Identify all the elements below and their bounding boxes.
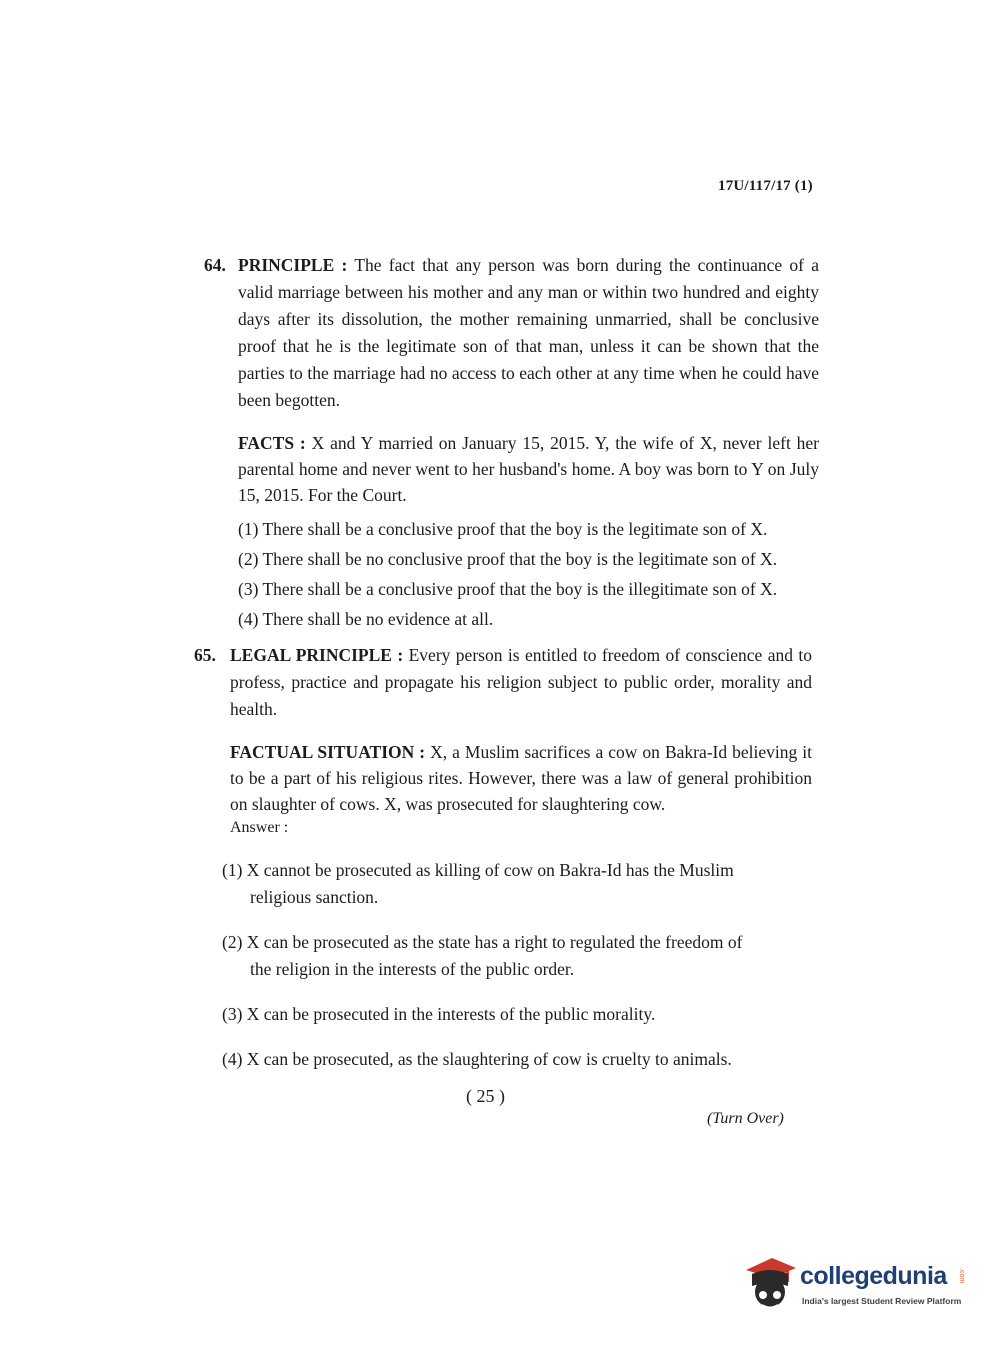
principle-paragraph [238, 252, 819, 414]
option-3 [222, 1001, 812, 1028]
legal-principle-label: LEGAL PRINCIPLE : [230, 645, 404, 665]
facts-paragraph [238, 430, 819, 508]
option-line: (3) X can be prosecuted in the interests of the public morality. [222, 1004, 656, 1024]
option-line: (4) X can be prosecuted, as the slaughtering of cow is cruelty to animals. [222, 1049, 732, 1069]
option-1 [222, 857, 812, 911]
facts-label: FACTS : [238, 433, 306, 453]
principle-text: The fact that any person was born during the continuance of a valid marriage between his mother and any man or within two hundred and eighty days after its dissolution, the mother remaining unmarried, shall be conclusive proof that he is the legitimate son of that man, unless it can be shown that the parties to the marriage had no access to each other at any time when he could have been begotten. [238, 255, 820, 410]
legal-principle-text: Every person is entitled to freedom of conscience and to profess, practice and propagate his religion subject to public order, morality and health. [230, 645, 812, 719]
principle-label: PRINCIPLE : [238, 255, 348, 275]
factual-situation-label: FACTUAL SITUATION : [230, 742, 426, 762]
brand-domain: .com [958, 1268, 965, 1284]
option-2: (2) There shall be no conclusive proof that the boy is the legitimate son of X. [238, 549, 778, 569]
option-continuation: religious sanction. [250, 887, 379, 907]
options-list [238, 514, 819, 634]
question-65 [194, 642, 812, 1091]
question-number: 65. [194, 645, 216, 665]
factual-situation-text: X, a Muslim sacrifices a cow on Bakra-Id believing it to be a part of his religious rites. However, there was a law of general prohibition on slaughter of cows. X, was prosecuted for slaughtering cow. [230, 742, 813, 814]
option-4 [222, 1046, 812, 1073]
collegedunia-logo[interactable] [742, 1248, 972, 1318]
option-continuation: the religion in the interests of the public order. [250, 959, 575, 979]
option-line: (2) X can be prosecuted as the state has a right to regulated the freedom of [222, 932, 743, 952]
brand-tagline: India's largest Student Review Platform [802, 1296, 962, 1306]
student-mascot-icon [742, 1252, 798, 1312]
paper-code: 17U/117/17 (1) [718, 178, 813, 194]
option-3: (3) There shall be a conclusive proof that the boy is the illegitimate son of X. [238, 579, 778, 599]
question-number: 64. [204, 255, 226, 275]
turn-over-note: (Turn Over) [707, 1110, 784, 1127]
factual-situation-paragraph [230, 739, 812, 817]
question-64 [204, 252, 819, 634]
option-2 [222, 929, 812, 983]
brand-name: collegedunia [800, 1262, 947, 1290]
answer-label: Answer : [230, 819, 289, 836]
legal-principle-paragraph [230, 642, 812, 723]
page-number: ( 25 ) [466, 1086, 505, 1106]
option-line: (1) X cannot be prosecuted as killing of cow on Bakra-Id has the Muslim [222, 860, 734, 880]
option-1: (1) There shall be a conclusive proof that the boy is the legitimate son of X. [238, 519, 768, 539]
facts-text: X and Y married on January 15, 2015. Y, the wife of X, never left her parental home and never went to her husband's home. A boy was born to Y on July 15, 2015. For the Court. [238, 433, 820, 505]
options-list [222, 857, 812, 1073]
option-4: (4) There shall be no evidence at all. [238, 609, 494, 629]
